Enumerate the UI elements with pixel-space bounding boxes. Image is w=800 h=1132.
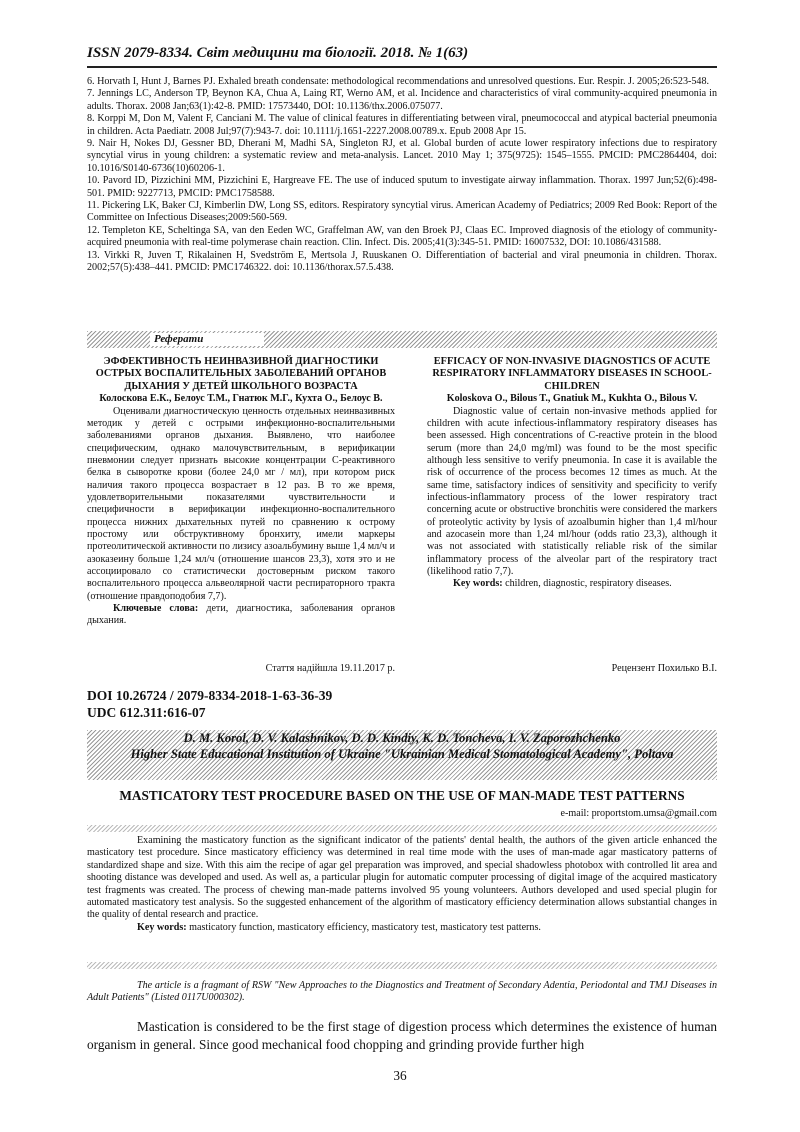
abstract-en-authors: Koloskova O., Bilous T., Gnatiuk M., Kukhta O., Bilous V. (446, 393, 698, 405)
abstract-en-title: EFFICACY OF NON-INVASIVE DIAGNOSTICS OF ACUTE RESPIRATORY INFLAMMATORY DISEASES IN SCHOOL-CHILDREN (432, 356, 712, 392)
authors-block (87, 730, 717, 762)
keywords-label: Ключевые слова: (113, 603, 199, 615)
abstract-text: Examining the masticatory function as the significant indicator of the patients' dental health, the authors of the given article enhanced the masticatory test procedure. Since masticatory efficiency was determined in real time mode with the uses of man-made agar masticatory patterns of standardized shape and size. With this aim the recipe of agar gel preparation was improved, and special shadowless photobox with controlled lit area and shooting distance was developed and used. As well as, a particular plugin for automatic computer processing of digital image of the acquired masticatory test fragments was created. The process of chewing man-made patterns involved 95 young volunteers. Authors developed and used special plugin for automated masticatory test analysis. So the suggested enhancement of the algorithm of masticatory efficiency determination allows substantial changes in the quality of dental research and practice. (87, 835, 717, 921)
article-abstract (87, 835, 717, 934)
reference-item: 9. Nair H, Nokes DJ, Gessner BD, Dherani M, Madhi SA, Singleton RJ, et al. Global burden of acute lower respiratory infections due to respiratory syncytial virus in young children: a systematic review and meta-analysis. Lancet. 2010 May 1; 375(9725): 1545–1555. PMCID: PMC2864404, doi: 10.1016/S0140-6736(10)60206-1. (87, 138, 717, 174)
fragment-note-text: The article is a fragmant of RSW "New Approaches to the Diagnostics and Treatment of Secondary Adentia, Periodontal and TMJ Diseases in Adult Patients" (Listed 0117U000302). (87, 980, 717, 1004)
reference-list (87, 76, 717, 275)
body-paragraph: Mastication is considered to be the first stage of digestion process which determines the existence of human organism in general. Since good mechanical food chopping and grinding provide further high (87, 1019, 717, 1052)
page-number: 36 (393, 1068, 407, 1083)
reference-item: 12. Templeton KE, Scheltinga SA, van den Eeden WC, Graffelman AW, van den Broek PJ, Claas EC. Improved diagnosis of the etiology of community-acquired pneumonia with real-time polymerase chain reaction. Clin. Infect. Dis. 2005;41(3):345-51. PMID: 16007532, DOI: 10.1086/431588. (87, 224, 717, 249)
abstract-en-text: Diagnostic value of certain non-invasive methods applied for children with acute infectious-inflammatory respiratory diseases has been assessed. High concentrations of C-reactive protein in the blood serum (more than 24,0 mg/ml) was found to be the most specific although less sensitive to verify pneumonia. In case it is available the risk of occurrence of the process becomes 12 times as much. At the same time, satisfactory indices of sensitivity and specificity to verify infectious-inflammatory process of the lower respiratory tract concerning acute or obstructive bronchitis were considered the markers of proteolytic activity by lysis of azoalbumin higher than 1,4 ml/hour and azocasein more than 1,24 ml/hour (odds ratio 23,3), although it was not associated with statistically reliable risk of the similar inflammatory process of the alveolar part of the respiratory tract (likelihood ratio 7,7). (427, 405, 717, 578)
reference-item: 11. Pickering LK, Baker CJ, Kimberlin DW, Long SS, editors. Respiratory syncytial virus. American Academy of Pediatrics; 2009 Red Book: Report of the Committee on Infectious Diseases;2009:560-569. (87, 200, 717, 224)
article-identifiers (87, 687, 487, 721)
reviewer: Рецензент Похилько В.І. (611, 663, 717, 674)
article-affiliation: Higher State Educational Institution of Ukraine "Ukrainian Medical Stomatological Academy", Poltava (130, 747, 674, 761)
reference-item: 8. Korppi M, Don M, Valent F, Canciani M. The value of clinical features in differentiating between viral, pneumococcal and atypical bacterial pneumonia in children. Acta Paediatr. 2008 Jul;97(7):943-7. doi: 10.1111/j.1651-2227.2008.00789.x. Epub 2008 Apr 15. (87, 113, 717, 137)
header-rule (87, 66, 717, 68)
journal-header: ISSN 2079-8334. Світ медицини та біології. 2018. № 1(63) (87, 45, 469, 61)
contact-email: e-mail: proportstom.umsa@gmail.com (560, 808, 717, 819)
abstract-ru-keywords (87, 603, 395, 628)
abstracts-section-title: Реферати (150, 333, 264, 346)
article-keywords (87, 922, 717, 934)
abstract-en (427, 356, 717, 591)
keywords-label: Key words: (453, 578, 503, 590)
abstract-ru-authors: Колоскова Е.К., Белоус Т.М., Гнатюк М.Г., Кухта О., Белоус В. (99, 393, 383, 405)
keywords-value: children, diagnostic, respiratory diseases. (505, 578, 672, 590)
reference-item: 6. Horvath I, Hunt J, Barnes PJ. Exhaled breath condensate: methodological recommendations and unresolved questions. Eur. Respir. J. 2005;26:523-548. (87, 76, 710, 87)
separator-top (87, 825, 717, 832)
keywords-value: masticatory function, masticatory efficiency, masticatory test, masticatory test patterns. (189, 921, 541, 933)
received-date: Стаття надійшла 19.11.2017 р. (265, 663, 395, 674)
abstract-ru-text: Оценивали диагностическую ценность отдельных неинвазивных методик у детей с острыми инфекционно-воспалительными заболеваниями органов дыхания. Выявлено, что наиболее специфическим, однако малочувствительным, в верификации пневмонии следует признать высокие концентрации С-реактивного белка в сыворотке крови (более 24,0 мг / мл), при котором риск наличия такого процесса возрастает в 12 раз. В то же время, удовлетворительными показателями чувствительности и специфичности в верификации инфекционно-воспалительного процесса нижних дыхательных путей по сравнению к острому простому или обструктивному бронхиту, имели маркеры протеолитической активности по лизису азоальбумину выше 1,4 мл/ч и азоказеину больше 1,24 мл/ч (отношение шансов 23,3), хотя это и не ассоциировало со статистически достоверным риском такого воспалительного процесса альвеолярной части респираторного тракта (отношение правдоподобия 7,7). (87, 405, 395, 602)
authors-banner (87, 730, 717, 780)
udc: UDC 612.311:616-07 (87, 705, 206, 720)
abstract-en-keywords (427, 578, 717, 590)
keywords-label: Key words: (137, 921, 187, 933)
separator-bottom (87, 962, 717, 969)
keywords-value: дети, диагностика, заболевания органов дыхания. (87, 603, 395, 627)
article-title: MASTICATORY TEST PROCEDURE BASED ON THE USE OF MAN-MADE TEST PATTERNS (119, 788, 685, 803)
abstract-ru (87, 356, 395, 628)
reference-item: 10. Pavord ID, Pizzichini MM, Pizzichini E, Hargreave FE. The use of induced sputum to investigate airway inflammation. Thorax. 1997 Jun;52(6):498-501. PMID: 9227713, PMCID: PMC1758588. (87, 175, 717, 199)
doi: DOI 10.26724 / 2079-8334-2018-1-63-36-39 (87, 688, 333, 703)
fragment-note (87, 980, 717, 1005)
abstract-ru-title: ЭФФЕКТИВНОСТЬ НЕИНВАЗИВНОЙ ДИАГНОСТИКИ ОСТРЫХ ВОСПАЛИТЕЛЬНЫХ ЗАБОЛЕВАНИЙ ОРГАНОВ ДЫХАНИЯ У ДЕТЕЙ ШКОЛЬНОГО ВОЗРАСТА (95, 356, 387, 392)
article-authors: D. M. Korol, D. V. Kalashnikov, D. D. Kindiy, K. D. Toncheva, I. V. Zaporozhchenko (183, 731, 621, 745)
reference-item: 13. Virkki R, Juven T, Rikalainen H, Svedström E, Mertsola J, Ruuskanen O. Differentiation of bacterial and viral pneumonia in children. Thorax. 2002;57(5):438–441. PMCID: PMC1746322. doi: 10.1136/thorax.57.5.438. (87, 249, 717, 274)
article-body (87, 1018, 717, 1054)
reference-item: 7. Jennings LC, Anderson TP, Beynon KA, Chua A, Laing RT, Werno AM, et al. Incidence and characteristics of viral community-acquired pneumonia in adults. Thorax. 2008 Jan;63(1):42-8. PMID: 17573440, DOI: 10.1136/thx.2006.075077. (87, 88, 717, 112)
